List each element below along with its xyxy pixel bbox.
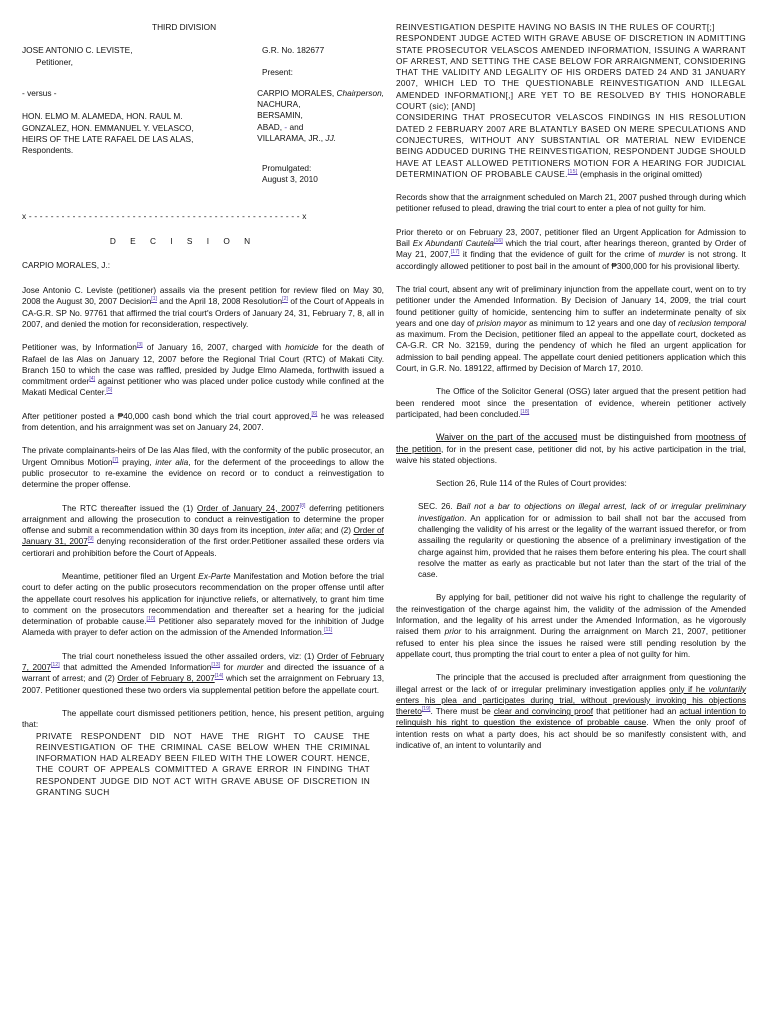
footnote-link[interactable]: [2] [282, 296, 288, 303]
assignment-of-error-3: CONSIDERING THAT PROSECUTOR VELASCOS FINDINGS IN HIS RESOLUTION DATED 2 FEBRUARY 2007 ARE BLATANTLY BASED ON MERE SPECULATIONS AND CONJECTURES, WITHOUT ANY SUBSTANTIAL OR MATERIAL NEW EVIDENCE BEING ADDUCED DURING THE REINVESTIGATION, RESPONDENT JUDGE SHOULD HAVE AT LEAST ALLOWED PETITIONERS MOTION FOR A HEARING FOR JUDICIAL DETERMINATION OF PROBABLE CAUSE.[15] (emphasis in the original omitted) [396, 112, 746, 179]
respondent-line-3: HEIRS OF THE LATE RAFAEL DE LAS ALAS, [22, 133, 194, 144]
caption-row-parties [22, 45, 384, 78]
paragraph-2: Petitioner was, by Information[3] of January 16, 2007, charged with homicide for the death of Rafael de las Alas on January 12, 2007 before the Regional Trial Court (RTC) of Makati City. Branch 150 to which the case was raffled, presided by Judge Elmo Alameda, forthwith issued a commitment order[4] against petitioner who was placed under police custody while confined at the Makati Medical Center.[5] [22, 342, 384, 398]
decision-title: D E C I S I O N [109, 236, 257, 247]
justice-3: BERSAMIN, [257, 110, 303, 121]
caption-row-respondents [22, 111, 384, 156]
justice-4-mark: - [284, 121, 288, 132]
footnote-link[interactable]: [12] [50, 662, 60, 669]
chairperson-label: Chairperson, [336, 87, 384, 98]
paragraph-3: After petitioner posted a ₱40,000 cash bond which the trial court approved,[6] he was released from detention, and his arraignment was set on January 24, 2007. [22, 410, 384, 433]
footnote-link[interactable]: [10] [146, 616, 156, 623]
footnote-link[interactable]: [13] [211, 662, 221, 669]
respondents-role: Respondents. [22, 145, 74, 156]
paragraph-6: Meantime, petitioner filed an Urgent Ex-Parte Manifestation and Motion before the trial court to defer acting on the public prosecutors recommendation on the proper offense until after the appellate court resolves his application for injunctive reliefs, or alternatively, to grant him time to comment on the prosecutors recommendation and thereafter set a hearing for the judicial determination of probable cause.[10] Petitioner also separately moved for the inhibition of Judge Alameda with prayer to defer action on the admission of the Amended Information.[11] [22, 570, 384, 638]
caption-respondents [22, 111, 262, 156]
left-column [22, 22, 384, 798]
promulgated-label: Promulgated: [262, 162, 312, 173]
footnote-link[interactable]: [8] [299, 502, 306, 509]
footnote-link[interactable]: [7] [112, 456, 119, 463]
footnote-link[interactable]: [3] [136, 342, 143, 349]
jj-label: JJ. [325, 133, 337, 144]
footnote-link[interactable]: [5] [106, 387, 113, 394]
justice-1: CARPIO MORALES, Chairperson, [257, 87, 384, 98]
paragraph-8: The appellate court dismissed petitioners petition, hence, his present petition, arguing that: [22, 707, 384, 730]
paragraph-trial: The trial court, absent any writ of preliminary injunction from the appellate court, went on to try petitioner under the Amended Information. By Decision of January 14, 2009, the trial court found petitioner guilty of homicide, sentencing him to suffer an indeterminate penalty of six years and one day of prision mayor as minimum to 12 years and one day of reclusion temporal as maximum. From the Decision, petitioner filed an appeal to the appellate court, docketed as CA-G.R. CR No. 32159, during the pendency of which he filed an urgent application for admission to bail pending appeal. The appellate court denied petitioners application which this Court, in G.R. No. 189122, affirmed by Decision of March 17, 2010. [396, 283, 746, 374]
paragraph-4: The private complainants-heirs of De las Alas filed, with the conformity of the public prosecutor, an Urgent Omnibus Motion[7] praying, inter alia, for the deferment of the proceedings to allow the public prosecutor to re-examine the evidence on record or to conduct a reinvestigation to determine the proper offense. [22, 445, 384, 490]
footnote-link[interactable]: [11] [324, 627, 333, 634]
paragraph-applying-bail: By applying for bail, petitioner did not waive his right to challenge the regularity of the reinvestigation of the charge against him, the validity of the admission of the Amended Information, and the legality of his arrest under the Amended Information, as he vigorously raised them prior to his arraignment. During the arraignment on March 21, 2007, petitioner refused to enter his plea since the issues he raised were still pending resolution by the appellate court, thus prompting the trial court to enter a plea of not guilty for him. [396, 592, 746, 659]
versus: - versus - [22, 87, 57, 98]
paragraph-section-26: Section 26, Rule 114 of the Rules of Court provides: [436, 478, 627, 489]
footnote-link[interactable]: [16] [494, 238, 503, 245]
footnote-link[interactable]: [18] [520, 409, 530, 416]
justice-5: VILLARAMA, JR., JJ. [257, 133, 337, 144]
caption-petitioner [22, 45, 262, 78]
paragraph-7: The trial court nonetheless issued the other assailed orders, viz: (1) Order of February 7, 2007[12] that admitted the Amended Information[13] for murder and directed the issuance of a warrant of arrest; and (2) Order of February 8, 2007[14] which set the arraignment on February 13, 2007. Petitioner questioned these two orders via supplemental petition before the appellate court. [22, 650, 385, 695]
petitioner-role: Petitioner, [36, 56, 73, 67]
justice-4: ABAD, - and [257, 121, 304, 132]
footnote-link[interactable]: [15] [567, 169, 578, 176]
respondent-line-2: GONZALEZ, HON. EMMANUEL Y. VELASCO, [22, 122, 194, 133]
promulgated-date: August 3, 2010 [262, 173, 318, 184]
footnote-link[interactable]: [6] [311, 410, 318, 417]
petitioner-name: JOSE ANTONIO C. LEVISTE, [22, 45, 133, 56]
assignment-of-error-1-cont: REINVESTIGATION DESPITE HAVING NO BASIS IN THE RULES OF COURT[;] [396, 22, 715, 32]
footnote-link[interactable]: [14] [214, 673, 224, 680]
gr-number: G.R. No. 182677 [262, 45, 325, 56]
justice-2: NACHURA, [257, 99, 301, 110]
assignment-of-error-1: PRIVATE RESPONDENT DID NOT HAVE THE RIGHT TO CAUSE THE REINVESTIGATION OF THE CRIMINAL CASE BELOW WHEN THE CRIMINAL INFORMATION HAD ALREADY BEEN FILED WITH THE LOWER COURT. HENCE, THE COURT OF APPEALS COMMITTED A GRAVE ERROR IN FINDING THAT RESPONDENT JUDGE DID NOT ACT WITH GRAVE ABUSE OF DISCRETION IN GRANTING SUCH [36, 730, 370, 798]
paragraph-waiver: Waiver on the part of the accused must be distinguished from mootness of the petition, for in the present case, petitioner did not, by his active participation in the trial, waive his stated objections. [396, 432, 746, 465]
division-heading: THIRD DIVISION [152, 22, 217, 32]
footnote-link[interactable]: [9] [87, 536, 94, 543]
footnote-link[interactable]: [17] [450, 249, 460, 256]
caption-row-promulgated [22, 163, 384, 186]
assignment-of-error-2: RESPONDENT JUDGE ACTED WITH GRAVE ABUSE OF DISCRETION IN ADMITTING STATE PROSECUTOR VELASCOS AMENDED INFORMATION, ISSUING A WARRANT OF ARREST, AND SETTING THE CASE BELOW FOR ARRAIGNMENT, CONSIDERING THAT THE VALIDITY AND LEGALITY OF HIS ORDERS DATED 24 AND 31 JANUARY 2007, WHICH LED TO THE QUESTIONABLE REINVESTIGATION AND ILLEGAL AMENDED INFORMATION[,] ARE YET TO BE RESOLVED BY THIS HONORABLE COURT (sic); [AND] [396, 33, 746, 112]
footnote-link[interactable]: [1] [151, 296, 157, 303]
footnote-link[interactable]: [19] [421, 706, 431, 713]
paragraph-bail: Prior thereto or on February 23, 2007, petitioner filed an Urgent Application for Admission to Bail Ex Abundanti Cautela[16] which the trial court, after hearings thereon, granted by Order of May 21, 2007,[17] it finding that the evidence of guilt for the crime of murder is not strong. It accordingly allowed petitioner to post bail in the amount of ₱300,000 for his provisional liberty. [396, 226, 747, 271]
paragraph-principle: The principle that the accused is precluded after arraignment from questioning the illegal arrest or the lack of or irregular preliminary investigation applies only if he voluntarily enters his plea and participates during trial, without previously invoking his objections thereto[19]. There must be clear and convincing proof that petitioner had an actual intention to relinquish his right to question the existence of probable cause. When the only proof of intention rests on what a party does, his act should be so manifestly consistent with, and indicative of, an intent to voluntarily and [396, 672, 747, 751]
footnote-link[interactable]: [4] [89, 376, 96, 383]
promulgation [262, 163, 384, 186]
right-column [396, 22, 746, 751]
respondent-line-1: HON. ELMO M. ALAMEDA, HON. RAUL M. [22, 111, 183, 122]
author-line: CARPIO MORALES, J.: [22, 259, 111, 270]
caption-divider: x - - - - - - - - - - - - - - - - - - - - - - - - - - - - - - - - - - - - - - - - - - - - - - - - - - x [22, 211, 307, 222]
paragraph-records: Records show that the arraignment scheduled on March 21, 2007 pushed through during which petitioner refused to plead, drawing the trial court to enter a plea of not guilty for him. [396, 192, 746, 214]
paragraph-5: The RTC thereafter issued the (1) Order of January 24, 2007[8] deferring petitioners arraignment and allowing the prosecution to conduct a reinvestigation to determine the proper offense and submit a recommendation within 30 days from its inception, inter alia; and (2) Order of January 31, 2007[9] denying reconsideration of the first order.Petitioner assailed these orders via certiorari and prohibition before the Court of Appeals. [22, 502, 385, 558]
paragraph-1: Jose Antonio C. Leviste (petitioner) assails via the present petition for review filed on May 30, 2008 the August 30, 2007 Decision[1] and the April 18, 2008 Resolution[2] of the Court of Appeals in CA-G.R. SP No. 97761 that affirmed the trial court's Orders of January 24, 31, February 7, 8, all in 2007, and denied the motion for reconsideration, respectively. [22, 285, 384, 329]
present-label: Present: [262, 66, 293, 77]
caption-gr [262, 45, 384, 78]
rule-114-quote: SEC. 26. Bail not a bar to objections on illegal arrest, lack of or irregular preliminary investigation. An application for or admission to bail shall not bar the accused from challenging the validity of his arrest or the legality of the warrant issued therefor, or from assailing the regularity or questioning the absence of a preliminary investigation of the charge against him, provided that he raises them before entering his plea. The court shall resolve the matter as early as practicable but not later than the start of the trial of the case. [418, 501, 746, 580]
paragraph-osg: The Office of the Solicitor General (OSG) later argued that the present petition had been rendered moot since the presentation of evidence, wherein petitioner actively participated, had been concluded.[18] [396, 386, 746, 419]
